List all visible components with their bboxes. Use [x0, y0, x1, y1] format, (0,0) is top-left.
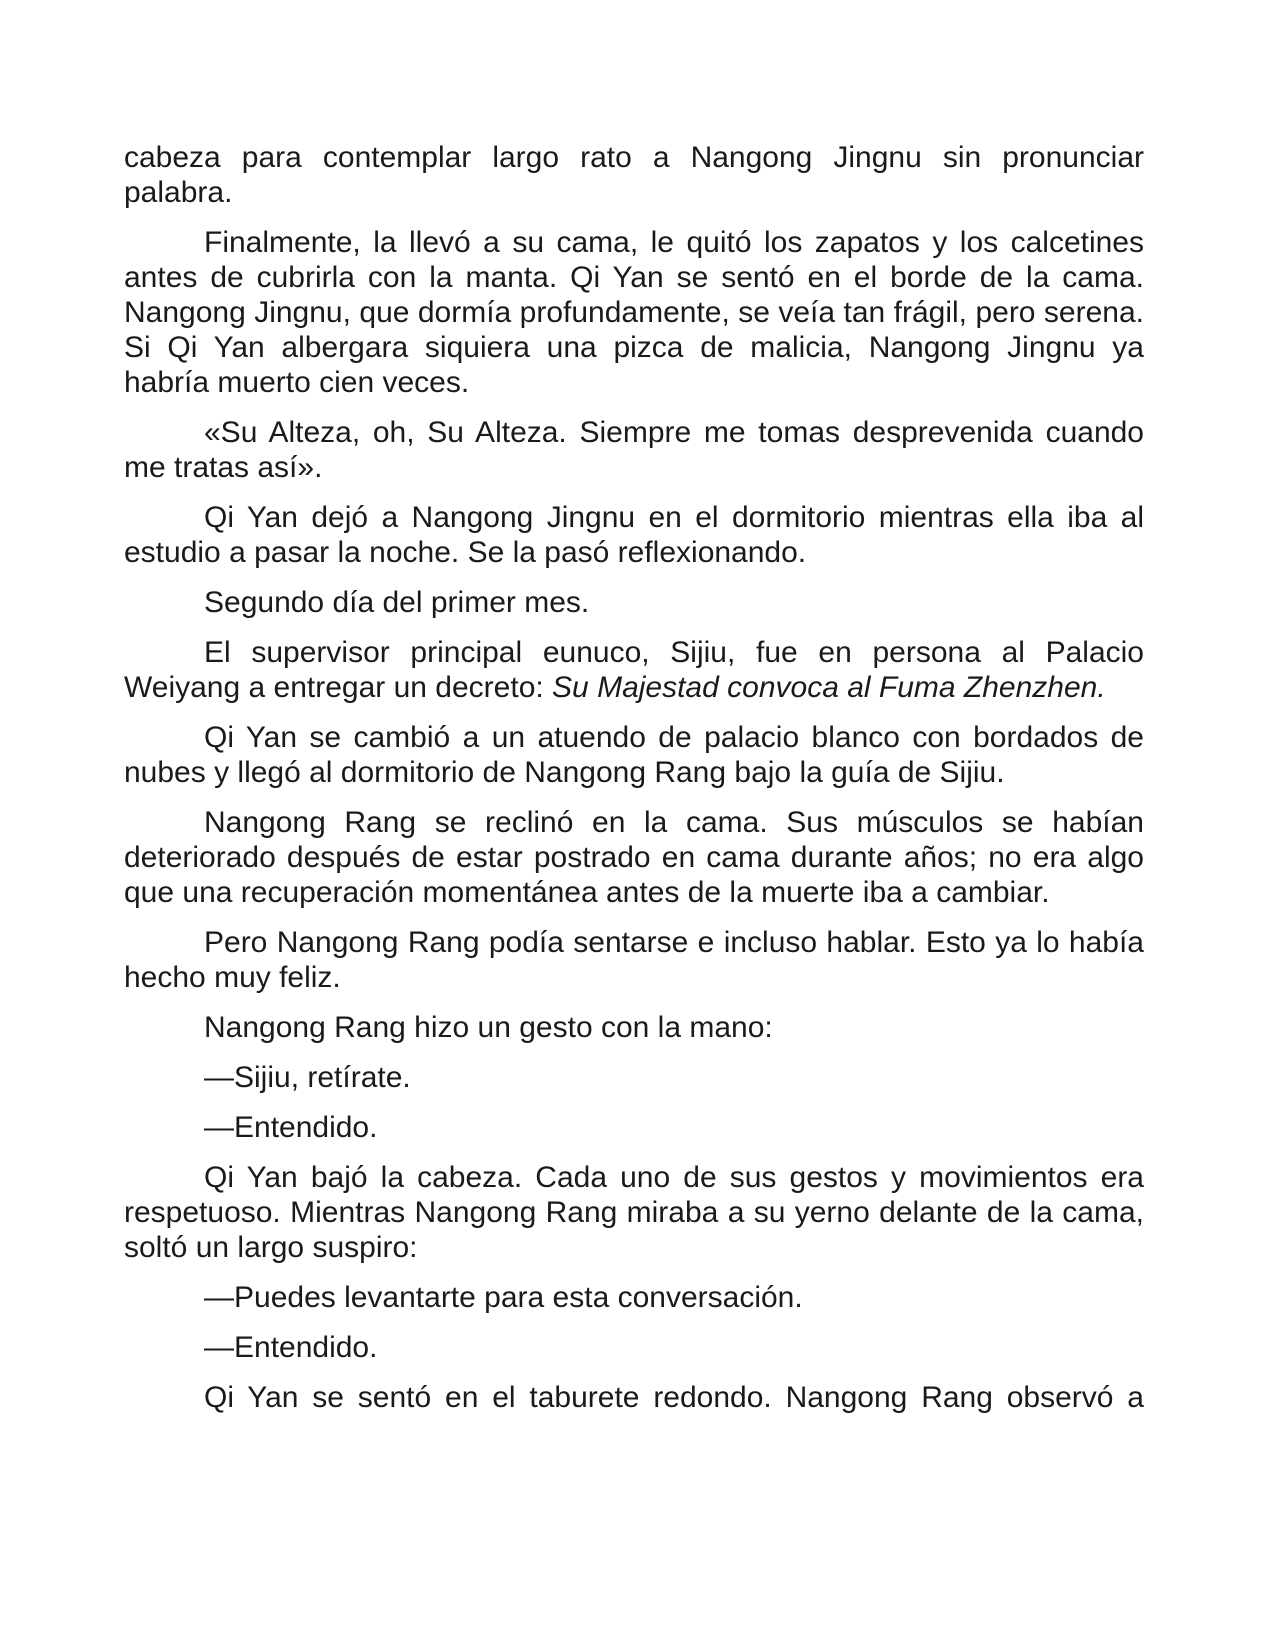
- paragraph-13: [124, 1160, 1144, 1265]
- paragraph-text: El supervisor principal eunuco, Sijiu, fue en persona al Palacio Weiyang a entregar un decreto:: [124, 636, 1144, 704]
- paragraph-text: Segundo día del primer mes.: [204, 586, 590, 619]
- dialogue-line-2: [124, 1110, 1144, 1145]
- dialogue-line-1: [124, 1060, 1144, 1095]
- dialogue-line-3: [124, 1280, 1144, 1315]
- paragraph-text: Qi Yan se cambió a un atuendo de palacio blanco con bordados de nubes y llegó al dormitorio de Nangong Rang bajo la guía de Sijiu.: [124, 721, 1144, 789]
- paragraph-16: [124, 1380, 1144, 1415]
- paragraph-2: [124, 225, 1144, 400]
- paragraph-text: Nangong Rang hizo un gesto con la mano:: [204, 1011, 773, 1044]
- paragraph-text: cabeza para contemplar largo rato a Nangong Jingnu sin pronunciar palabra.: [124, 141, 1144, 209]
- paragraph-text: —Entendido.: [204, 1111, 378, 1144]
- paragraph-8: [124, 805, 1144, 910]
- paragraph-text: Qi Yan bajó la cabeza. Cada uno de sus gestos y movimientos era respetuoso. Mientras Nangong Rang miraba a su yerno delante de la cama, soltó un largo suspiro:: [124, 1161, 1144, 1264]
- paragraph-text: Finalmente, la llevó a su cama, le quitó los zapatos y los calcetines antes de cubrirla con la manta. Qi Yan se sentó en el borde de la cama. Nangong Jingnu, que dormía profundamente, se veía tan frágil, pero serena. Si Qi Yan albergara siquiera una pizca de malicia, Nangong Jingnu ya habría muerto cien veces.: [124, 226, 1144, 399]
- paragraph-7: [124, 720, 1144, 790]
- paragraph-text: Qi Yan dejó a Nangong Jingnu en el dormitorio mientras ella iba al estudio a pasar la noche. Se la pasó reflexionando.: [124, 501, 1144, 569]
- paragraph-4: [124, 500, 1144, 570]
- dialogue-line-4: [124, 1330, 1144, 1365]
- paragraph-6: [124, 635, 1144, 705]
- paragraph-5: [124, 585, 1144, 620]
- paragraph-text: —Puedes levantarte para esta conversación.: [204, 1281, 803, 1314]
- paragraph-10: [124, 1010, 1144, 1045]
- paragraph-text: Pero Nangong Rang podía sentarse e incluso hablar. Esto ya lo había hecho muy feliz.: [124, 926, 1144, 994]
- paragraph-text: Qi Yan se sentó en el taburete redondo. Nangong Rang observó a: [204, 1381, 1144, 1414]
- paragraph-text: «Su Alteza, oh, Su Alteza. Siempre me tomas desprevenida cuando me tratas así».: [124, 416, 1144, 484]
- paragraph-3: [124, 415, 1144, 485]
- document-page: [124, 140, 1144, 1430]
- paragraph-text: —Sijiu, retírate.: [204, 1061, 411, 1094]
- paragraph-text: —Entendido.: [204, 1331, 378, 1364]
- decree-text: Su Majestad convoca al Fuma Zhenzhen.: [552, 671, 1106, 704]
- paragraph-9: [124, 925, 1144, 995]
- paragraph-1: [124, 140, 1144, 210]
- paragraph-text: Nangong Rang se reclinó en la cama. Sus músculos se habían deteriorado después de estar postrado en cama durante años; no era algo que una recuperación momentánea antes de la muerte iba a cambiar.: [124, 806, 1144, 909]
